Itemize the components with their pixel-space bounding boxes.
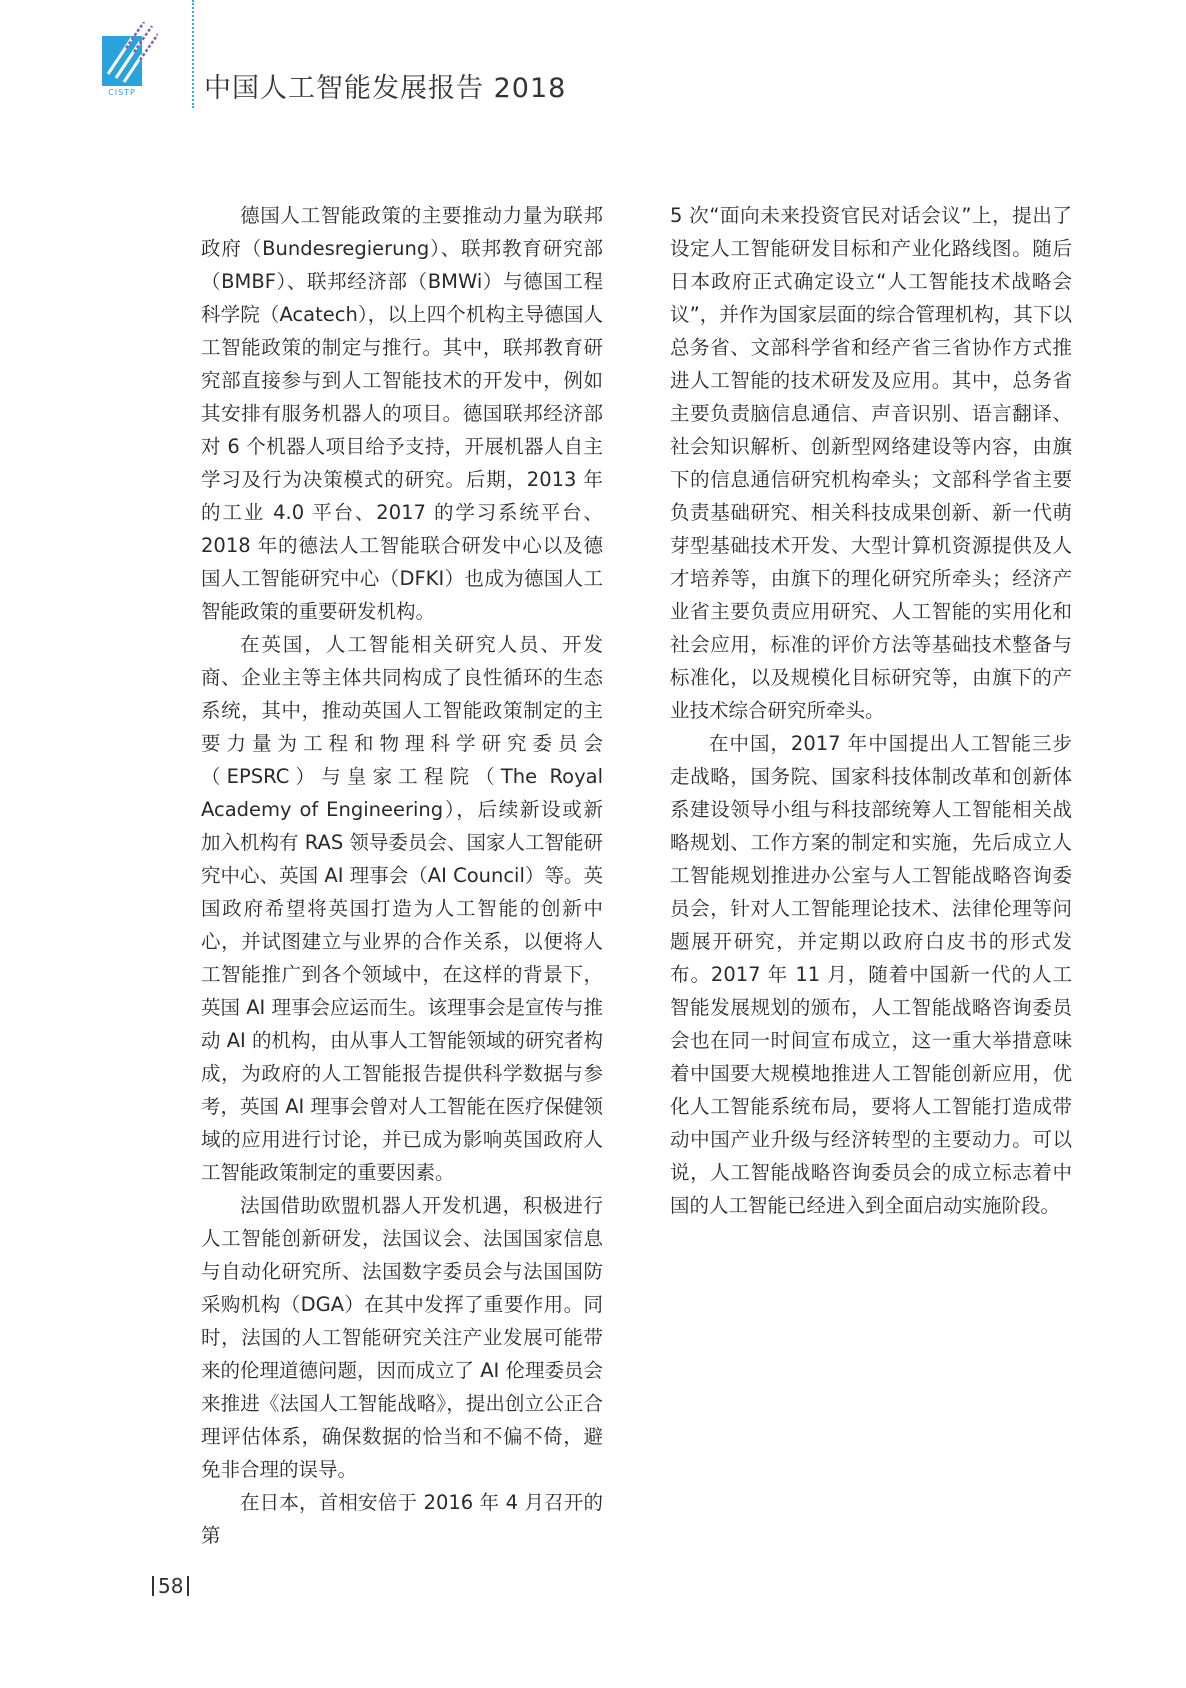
header-title: 中国人工智能发展报告 2018 (204, 73, 567, 104)
left-column (201, 199, 603, 1552)
cistp-logo (102, 22, 158, 100)
paragraph-uk: 在英国，人工智能相关研究人员、开发商、企业主等主体共同构成了良性循环的生态系统，其中，推动英国人工智能政策制定的主要力量为工程和物理科学研究委员会（EPSRC）与皇家工程院（The Royal Academy of Engineering），后续新设或新加入机构有 RAS 领导委员会、国家人工智能研究中心、英国 AI 理事会（AI Council）等。英国政府希望将英国打造为人工智能的创新中心，并试图建立与业界的合作关系，以便将人工智能推广到各个领域中，在这样的背景下，英国 AI 理事会应运而生。该理事会是宣传与推动 AI 的机构，由从事人工智能领域的研究者构成，为政府的人工智能报告提供科学数据与参考，英国 AI 理事会曾对人工智能在医疗保健领域的应用进行讨论，并已成为影响英国政府人工智能政策制定的重要因素。 (201, 633, 603, 1184)
page-number (148, 1574, 193, 1598)
right-column (670, 199, 1072, 1222)
paragraph-france: 法国借助欧盟机器人开发机遇，积极进行人工智能创新研发，法国议会、法国国家信息与自动化研究所、法国数字委员会与法国国防采购机构（DGA）在其中发挥了重要作用。同时，法国的人工智能研究关注产业发展可能带来的伦理道德问题，因而成立了 AI 伦理委员会来推进《法国人工智能战略》，提出创立公正合理评估体系，确保数据的恰当和不偏不倚，避免非合理的误导。 (201, 1194, 603, 1481)
paragraph-china: 在中国，2017 年中国提出人工智能三步走战略，国务院、国家科技体制改革和创新体系建设领导小组与科技部统筹人工智能相关战略规划、工作方案的制定和实施，先后成立人工智能规划推进办公室与人工智能战略咨询委员会，针对人工智能理论技术、法律伦理等问题展开研究，并定期以政府白皮书的形式发布。2017 年 11 月，随着中国新一代的人工智能发展规划的颁布，人工智能战略咨询委员会也在同一时间宣布成立，这一重大举措意味着中国要大规模地推进人工智能创新应用，优化人工智能系统布局，要将人工智能打造成带动中国产业升级与经济转型的主要动力。可以说，人工智能战略咨询委员会的成立标志着中国的人工智能已经进入到全面启动实施阶段。 (670, 732, 1072, 1217)
header-divider (192, 0, 194, 108)
paragraph-germany: 德国人工智能政策的主要推动力量为联邦政府（Bundesregierung）、联邦教育研究部（BMBF）、联邦经济部（BMWi）与德国工程科学院（Acatech），以上四个机构主导德国人工智能政策的制定与推行。其中，联邦教育研究部直接参与到人工智能技术的开发中，例如其安排有服务机器人的项目。德国联邦经济部对 6 个机器人项目给予支持，开展机器人自主学习及行为决策模式的研究。后期，2013 年的工业 4.0 平台、2017 的学习系统平台、2018 年的德法人工智能联合研发中心以及德国人工智能研究中心（DFKI）也成为德国人工智能政策的重要研发机构。 (201, 204, 603, 623)
page-number-value: 58 (158, 1574, 184, 1598)
logo-text: CISTP (108, 88, 136, 97)
paragraph-japan-continued: 5 次“面向未来投资官民对话会议”上，提出了设定人工智能研发目标和产业化路线图。随后日本政府正式确定设立“人工智能技术战略会议”，并作为国家层面的综合管理机构，其下以总务省、文部科学省和经产省三省协作方式推进人工智能的技术研发及应用。其中，总务省主要负责脑信息通信、声音识别、语言翻译、社会知识解析、创新型网络建设等内容，由旗下的信息通信研究机构牵头；文部科学省主要负责基础研究、相关科技成果创新、新一代萌芽型基础技术开发、大型计算机资源提供及人才培养等，由旗下的理化研究所牵头；经济产业省主要负责应用研究、人工智能的实用化和社会应用，标准的评价方法等基础技术整备与标准化，以及规模化目标研究等，由旗下的产业技术综合研究所牵头。 (670, 204, 1072, 722)
paragraph-japan-start: 在日本，首相安倍于 2016 年 4 月召开的第 (201, 1491, 603, 1547)
